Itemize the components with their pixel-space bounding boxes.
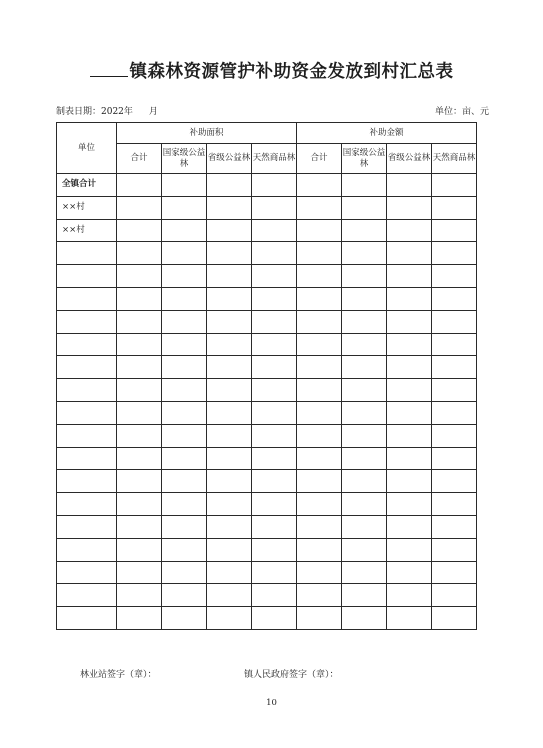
table-cell: [252, 174, 297, 197]
table-cell: [117, 493, 162, 516]
table-row: [57, 584, 477, 607]
row-label: ××村: [57, 219, 117, 242]
month-label: 月: [148, 107, 158, 117]
table-cell: [207, 470, 252, 493]
row-label: [57, 424, 117, 447]
table-cell: [387, 196, 432, 219]
table-cell: [387, 174, 432, 197]
table-cell: [342, 470, 387, 493]
table-cell: [387, 379, 432, 402]
table-cell: [297, 310, 342, 333]
table-cell: [297, 493, 342, 516]
table-cell: [297, 219, 342, 242]
table-row: [57, 538, 477, 561]
table-cell: [387, 470, 432, 493]
table-row: [57, 401, 477, 424]
table-row: [57, 287, 477, 310]
table-cell: [207, 538, 252, 561]
table-cell: [432, 333, 477, 356]
table-cell: [432, 242, 477, 265]
table-cell: [387, 310, 432, 333]
table-cell: [432, 515, 477, 538]
table-row: [57, 242, 477, 265]
header-group-area: 补助面积: [117, 123, 297, 144]
table-cell: [252, 515, 297, 538]
table-cell: [162, 607, 207, 630]
table-cell: [162, 265, 207, 288]
table-cell: [252, 424, 297, 447]
table-cell: [432, 493, 477, 516]
amount-subheader: 合计: [297, 144, 342, 174]
table-cell: [117, 333, 162, 356]
table-cell: [342, 242, 387, 265]
table-cell: [432, 607, 477, 630]
table-cell: [162, 447, 207, 470]
table-cell: [297, 242, 342, 265]
table-row: [57, 219, 477, 242]
row-label: [57, 401, 117, 424]
table-cell: [117, 265, 162, 288]
table-cell: [342, 607, 387, 630]
table-cell: [252, 379, 297, 402]
town-government-signature: 镇人民政府签字（章）：: [244, 670, 339, 680]
table-cell: [162, 538, 207, 561]
table-cell: [252, 333, 297, 356]
table-row: [57, 447, 477, 470]
table-row: [57, 607, 477, 630]
table-cell: [432, 219, 477, 242]
table-cell: [297, 401, 342, 424]
table-cell: [252, 219, 297, 242]
table-cell: [387, 333, 432, 356]
area-subheader: 合计: [117, 144, 162, 174]
table-cell: [117, 379, 162, 402]
row-label: [57, 242, 117, 265]
table-cell: [432, 196, 477, 219]
header-group-amount: 补助金额: [297, 123, 477, 144]
table-cell: [117, 196, 162, 219]
table-cell: [162, 424, 207, 447]
date-line: [56, 104, 158, 117]
table-cell: [252, 607, 297, 630]
table-cell: [432, 310, 477, 333]
table-cell: [387, 265, 432, 288]
table-cell: [252, 447, 297, 470]
row-label: [57, 310, 117, 333]
table-cell: [117, 424, 162, 447]
table-cell: [117, 242, 162, 265]
row-label: 全镇合计: [57, 174, 117, 197]
table-cell: [117, 470, 162, 493]
table-cell: [297, 470, 342, 493]
table-cell: [387, 401, 432, 424]
table-cell: [162, 287, 207, 310]
table-cell: [252, 196, 297, 219]
row-label: [57, 493, 117, 516]
row-label: [57, 287, 117, 310]
table-cell: [207, 561, 252, 584]
table-cell: [162, 493, 207, 516]
row-label: [57, 447, 117, 470]
area-subheader: 省级公益林: [207, 144, 252, 174]
summary-table: [56, 122, 477, 630]
table-cell: [207, 333, 252, 356]
table-cell: [342, 219, 387, 242]
row-label: [57, 561, 117, 584]
table-cell: [207, 584, 252, 607]
amount-subheader: 天然商品林: [432, 144, 477, 174]
table-cell: [297, 196, 342, 219]
table-row: [57, 493, 477, 516]
unit-label: 单位：亩、元: [434, 107, 489, 117]
table-cell: [252, 287, 297, 310]
table-cell: [387, 219, 432, 242]
table-row: [57, 470, 477, 493]
table-cell: [252, 242, 297, 265]
table-cell: [207, 447, 252, 470]
table-cell: [297, 515, 342, 538]
row-label: [57, 607, 117, 630]
table-cell: [432, 561, 477, 584]
table-cell: [162, 196, 207, 219]
table-cell: [342, 310, 387, 333]
table-cell: [252, 561, 297, 584]
table-cell: [207, 493, 252, 516]
table-cell: [432, 401, 477, 424]
table-cell: [207, 219, 252, 242]
table-cell: [342, 561, 387, 584]
table-cell: [252, 538, 297, 561]
table-cell: [252, 310, 297, 333]
table-cell: [162, 219, 207, 242]
table-cell: [207, 356, 252, 379]
table-row: [57, 379, 477, 402]
table-cell: [387, 356, 432, 379]
table-cell: [297, 561, 342, 584]
table-cell: [162, 401, 207, 424]
table-cell: [342, 401, 387, 424]
table-cell: [162, 333, 207, 356]
table-cell: [387, 287, 432, 310]
table-cell: [117, 219, 162, 242]
table-cell: [117, 401, 162, 424]
page-number: 10: [266, 698, 277, 708]
table-cell: [387, 424, 432, 447]
table-cell: [252, 356, 297, 379]
document-title: [0, 58, 543, 83]
table-cell: [387, 242, 432, 265]
table-cell: [342, 515, 387, 538]
table-cell: [342, 493, 387, 516]
table-cell: [342, 287, 387, 310]
amount-subheader: 国家级公益林: [342, 144, 387, 174]
table-cell: [432, 584, 477, 607]
table-cell: [432, 174, 477, 197]
table-row: [57, 265, 477, 288]
forestry-station-signature: 林业站签字（章）：: [80, 670, 157, 680]
table-cell: [342, 424, 387, 447]
table-cell: [297, 424, 342, 447]
table-cell: [117, 447, 162, 470]
row-label: [57, 538, 117, 561]
table-cell: [297, 607, 342, 630]
row-label: [57, 356, 117, 379]
table-cell: [342, 538, 387, 561]
table-cell: [162, 379, 207, 402]
row-label: [57, 584, 117, 607]
table-cell: [387, 515, 432, 538]
table-cell: [297, 265, 342, 288]
table-row: [57, 196, 477, 219]
table-cell: [162, 174, 207, 197]
table-cell: [342, 196, 387, 219]
table-cell: [117, 287, 162, 310]
table-row: [57, 356, 477, 379]
table-cell: [387, 607, 432, 630]
table-cell: [117, 356, 162, 379]
table-cell: [387, 447, 432, 470]
table-cell: [297, 333, 342, 356]
table-cell: [117, 584, 162, 607]
date-label: 制表日期：2022年: [56, 107, 133, 117]
table-row: [57, 333, 477, 356]
amount-subheader: 省级公益林: [387, 144, 432, 174]
table-cell: [117, 515, 162, 538]
row-label: [57, 470, 117, 493]
table-row: [57, 424, 477, 447]
table-cell: [162, 561, 207, 584]
table-cell: [207, 174, 252, 197]
table-row: [57, 174, 477, 197]
table-cell: [297, 174, 342, 197]
table-cell: [207, 515, 252, 538]
table-cell: [207, 607, 252, 630]
table-cell: [207, 379, 252, 402]
table-cell: [117, 538, 162, 561]
table-cell: [207, 310, 252, 333]
table-cell: [162, 356, 207, 379]
table-cell: [252, 493, 297, 516]
row-label: [57, 515, 117, 538]
table-cell: [387, 584, 432, 607]
title-blank-line: [90, 62, 128, 77]
table-cell: [342, 379, 387, 402]
table-cell: [432, 287, 477, 310]
table-cell: [297, 356, 342, 379]
table-cell: [432, 424, 477, 447]
table-cell: [162, 310, 207, 333]
table-row: [57, 561, 477, 584]
row-label: [57, 265, 117, 288]
table-cell: [252, 265, 297, 288]
table-cell: [207, 196, 252, 219]
table-cell: [207, 265, 252, 288]
table-cell: [432, 447, 477, 470]
table-cell: [252, 470, 297, 493]
table-cell: [342, 447, 387, 470]
table-cell: [162, 515, 207, 538]
table-cell: [432, 470, 477, 493]
area-subheader: 国家级公益林: [162, 144, 207, 174]
table-cell: [252, 584, 297, 607]
table-cell: [432, 356, 477, 379]
table-cell: [297, 379, 342, 402]
table-cell: [207, 242, 252, 265]
area-subheader: 天然商品林: [252, 144, 297, 174]
row-label: [57, 333, 117, 356]
table-cell: [342, 174, 387, 197]
table-cell: [342, 265, 387, 288]
table-cell: [207, 424, 252, 447]
table-cell: [162, 584, 207, 607]
table-cell: [252, 401, 297, 424]
table-cell: [432, 538, 477, 561]
table-cell: [207, 287, 252, 310]
table-cell: [207, 401, 252, 424]
row-label: [57, 379, 117, 402]
table-cell: [117, 561, 162, 584]
table-cell: [342, 356, 387, 379]
title-text: 镇森林资源管护补助资金发放到村汇总表: [129, 62, 454, 82]
table-cell: [117, 607, 162, 630]
table-cell: [387, 538, 432, 561]
table-cell: [162, 470, 207, 493]
table-cell: [387, 493, 432, 516]
table-cell: [297, 538, 342, 561]
table-cell: [117, 174, 162, 197]
table-cell: [297, 287, 342, 310]
header-unit: 单位: [57, 123, 117, 174]
table-cell: [162, 242, 207, 265]
table-cell: [297, 447, 342, 470]
table-cell: [117, 310, 162, 333]
table-cell: [432, 379, 477, 402]
table-row: [57, 310, 477, 333]
table-row: [57, 515, 477, 538]
table-cell: [342, 584, 387, 607]
row-label: ××村: [57, 196, 117, 219]
table-cell: [432, 265, 477, 288]
table-cell: [387, 561, 432, 584]
table-cell: [342, 333, 387, 356]
table-cell: [297, 584, 342, 607]
